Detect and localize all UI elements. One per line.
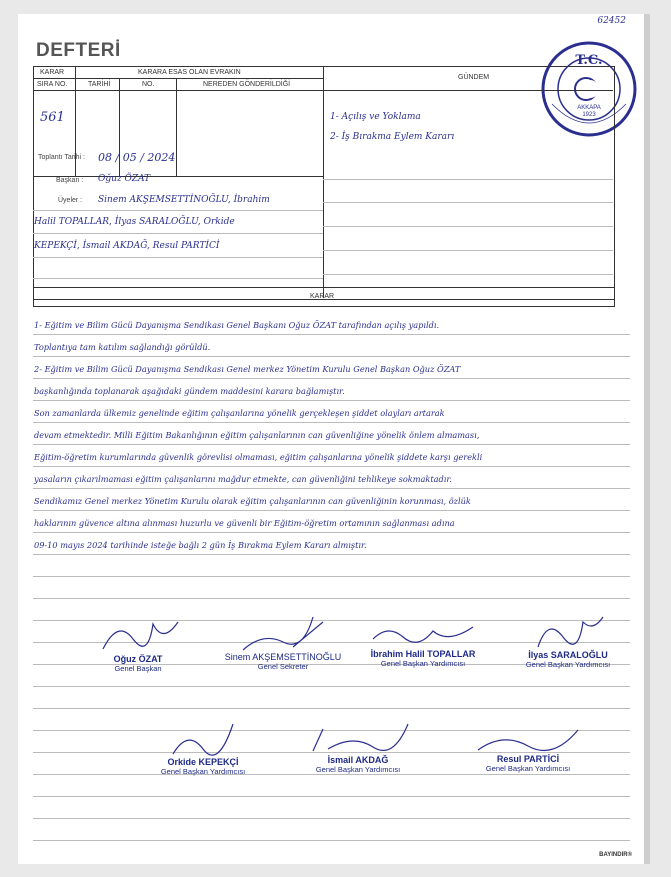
decision-line: 2- Eğitim ve Bilim Gücü Dayanışma Sendikası Genel merkez Yönetim Kurulu Genel Başkan Oğuz ÖZAT (34, 364, 461, 374)
chairman-name: Oğuz ÖZAT (98, 174, 151, 184)
handwritten-signature (368, 619, 478, 649)
signatory-name: Oğuz ÖZAT (113, 654, 163, 664)
signature-block (508, 612, 628, 669)
decision-line: 09-10 mayıs 2024 tarihinde isteğe bağlı 2 gün İş Bırakma Eylem Kararı almıştır. (34, 540, 367, 550)
signatory-title: Genel Başkan (114, 664, 162, 673)
signatory-name: İlyas SARALOĞLU (528, 650, 608, 660)
decision-line: haklarının güvence altına alınması huzurlu ve güvenli bir Eğitim-öğretim ortamının sağlanması adına (34, 518, 455, 528)
decision-line: Sendikamız Genel merkez Yönetim Kurulu olarak eğitim çalışanlarının can güvenliğinin korunması, özlük (34, 496, 471, 506)
signatory-title: Genel Sekreter (257, 662, 309, 671)
signature-block (218, 612, 348, 671)
decision-line: başkanlığında toplanarak aşağıdaki gündem maddesini karara bağlamıştır. (34, 386, 345, 396)
col-evrak-group: KARARA ESAS OLAN EVRAKIN (138, 69, 241, 76)
chairman-label: Başkan : (56, 177, 84, 184)
decision-line: Eğitim-öğretim kurumlarında güvenlik görevlisi olmaması, eğitim çalışanlarına yönelik şiddete karşı gerekli (34, 452, 483, 462)
meeting-date-label: Toplantı Tarihi : (38, 154, 85, 161)
svg-text:T.C.: T.C. (575, 53, 603, 68)
signature-block (288, 719, 428, 774)
col-no: NO. (142, 81, 155, 88)
decision-line: Son zamanlarda ülkemiz genelinde eğitim çalışanlarına yönelik gerçekleşen şiddet olayları artarak (34, 408, 445, 418)
decision-line: yasaların çıkarılmaması eğitim çalışanlarını mağdur etmekte, can güvenliğini tehlikeye sokmaktadır. (34, 474, 453, 484)
page-number: 62452 (597, 16, 626, 26)
signatory-name: İsmail AKDAĞ (327, 755, 389, 765)
members-line-3: KEPEKÇİ, İsmail AKDAĞ, Resul PARTİCİ (34, 241, 220, 251)
decision-line: devam etmektedir. Milli Eğitim Bakanlığının eğitim çalışanlarının can güvenliğine yönelik önlem almaması, (34, 430, 480, 440)
members-label: Üyeler : (58, 197, 83, 204)
members-line-1: Sinem AKŞEMSETTİNOĞLU, İbrahim (98, 195, 270, 205)
signature-block (78, 614, 198, 673)
decision-line (34, 562, 624, 584)
svg-text:AKKAPA: AKKAPA (577, 105, 601, 111)
signatory-title: Genel Başkan Yardımcısı (160, 767, 246, 776)
signature-block (458, 722, 598, 773)
col-karar: KARAR (40, 69, 65, 76)
agenda-item-2: 2- İş Bırakma Eylem Kararı (330, 132, 455, 142)
signatory-title: Genel Başkan Yardımcısı (315, 765, 401, 774)
book-title: DEFTERİ (36, 40, 121, 61)
col-gundem: GÜNDEM (458, 74, 490, 81)
handwritten-signature (473, 722, 583, 754)
decision-text (34, 320, 624, 584)
col-gonderildigi: NEREDEN GÖNDERİLDİĞİ (203, 81, 291, 88)
signatory-title: Genel Başkan Yardımcısı (380, 659, 466, 668)
signature-block (358, 619, 488, 668)
signatory-title: Genel Başkan Yardımcısı (525, 660, 611, 669)
publisher-brand: BAYINDIR® (599, 852, 632, 858)
members-line-2: Halil TOPALLAR, İlyas SARALOĞLU, Orkide (34, 217, 235, 227)
col-tarihi: TARİHİ (88, 81, 111, 88)
signatory-name: Orkide KEPEKÇİ (167, 757, 239, 767)
handwritten-signature (528, 612, 608, 650)
handwritten-signature (163, 719, 243, 757)
signatory-title: Genel Başkan Yardımcısı (485, 764, 571, 773)
decision-line: 1- Eğitim ve Bilim Gücü Dayanışma Sendikası Genel Başkanı Oğuz ÖZAT tarafından açılış yapıldı. (34, 320, 440, 330)
signatory-name: Sinem AKŞEMSETTİNOĞLU (224, 652, 342, 662)
signature-block (138, 719, 268, 776)
agenda-item-1: 1- Açılış ve Yoklama (330, 112, 421, 122)
handwritten-signature (233, 612, 333, 652)
signatory-name: Resul PARTİCİ (496, 754, 560, 764)
handwritten-signature (303, 719, 413, 755)
meeting-date: 08 / 05 / 2024 (98, 151, 176, 164)
karar-section-title: KARAR (310, 293, 335, 300)
decision-line: Toplantıya tam katılım sağlandığı görüldü. (34, 342, 211, 352)
handwritten-signature (93, 614, 183, 654)
karar-number: 561 (40, 110, 65, 125)
svg-text:1923: 1923 (582, 112, 596, 118)
signatory-name: İbrahim Halil TOPALLAR (370, 649, 476, 659)
col-sira-no: SIRA NO. (37, 81, 68, 88)
ledger-page (18, 14, 650, 864)
